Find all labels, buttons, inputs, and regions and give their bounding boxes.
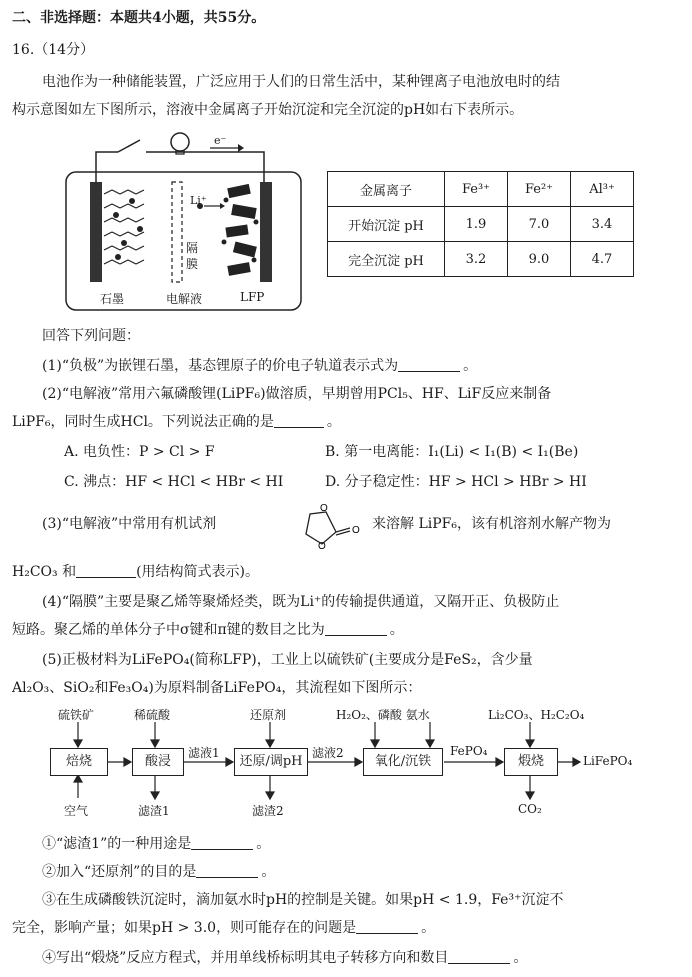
intro-line-2: 构示意图如左下图所示，溶液中金属离子开始沉淀和完全沉淀的pH如右下表所示。 bbox=[12, 102, 524, 118]
table-header-cell: Fe²⁺ bbox=[508, 172, 571, 207]
flow-product: LiFePO₄ bbox=[583, 754, 633, 768]
table-header-cell: Fe³⁺ bbox=[445, 172, 508, 207]
battery-diagram bbox=[60, 128, 310, 313]
flow-arrow-label: 滤液2 bbox=[312, 746, 344, 760]
lfp-crystal-icon bbox=[222, 184, 259, 276]
question-5-sub-1: ①“滤渣1”的一种用途是 。 bbox=[42, 836, 271, 852]
question-4-line-1: (4)“隔膜”主要是聚乙烯等聚烯烃类，既为Li⁺的传输提供通道，又隔开正、负极防止 bbox=[42, 594, 560, 610]
prompt: 回答下列问题： bbox=[42, 328, 140, 344]
electrolyte-label: 电解液 bbox=[166, 292, 203, 306]
question-4-line-2: 短路。聚乙烯的单体分子中σ键和π键的数目之比为 。 bbox=[12, 622, 404, 638]
question-5-sub-3-line-2: 完全，影响产量；如果pH > 3.0，则可能存在的问题是 。 bbox=[12, 920, 436, 936]
flow-top-label: 稀硫酸 bbox=[134, 708, 171, 722]
ethylene-carbonate-structure-icon bbox=[298, 500, 370, 550]
flow-top-label: 还原剂 bbox=[250, 708, 287, 722]
intro-line-1: 电池作为一种储能装置，广泛应用于人们的日常生活中，某种锂离子电池放电时的结 bbox=[42, 74, 560, 90]
separator-label: 隔膜 bbox=[186, 241, 199, 271]
flow-bottom-label: 滤渣2 bbox=[252, 804, 284, 818]
svg-text:O: O bbox=[320, 503, 328, 514]
section-header: 二、非选择题：本题共4小题，共55分。 bbox=[12, 10, 266, 26]
flow-top-label: H₂O₂、磷酸 氨水 bbox=[336, 708, 430, 722]
answer-blank[interactable] bbox=[448, 949, 510, 964]
table-cell: 9.0 bbox=[508, 242, 571, 277]
table-header-cell: Al³⁺ bbox=[571, 172, 634, 207]
table-cell: 1.9 bbox=[445, 207, 508, 242]
question-5-sub-2: ②加入“还原剂”的目的是 。 bbox=[42, 864, 276, 880]
flow-step-roast: 焙烧 bbox=[50, 748, 108, 776]
light-bulb-icon bbox=[171, 133, 189, 154]
table-row bbox=[328, 172, 634, 207]
option-d: D. 分子稳定性：HF > HCl > HBr > HI bbox=[325, 474, 587, 490]
option-b: B. 第一电离能：I₁(Li) < I₁(B) < I₁(Be) bbox=[325, 444, 579, 460]
question-5-line-2: Al₂O₃、SiO₂和Fe₃O₄)为原料制备LiFePO₄，其流程如下图所示： bbox=[12, 680, 422, 696]
flow-top-label: Li₂CO₃、H₂C₂O₄ bbox=[488, 708, 585, 722]
option-a: A. 电负性：P > Cl > F bbox=[64, 444, 215, 460]
flow-bottom-label: 滤渣1 bbox=[138, 804, 170, 818]
answer-blank[interactable] bbox=[356, 919, 418, 934]
answer-blank[interactable] bbox=[76, 563, 136, 578]
flow-arrow-label: 滤液1 bbox=[188, 746, 220, 760]
table-cell: 3.4 bbox=[571, 207, 634, 242]
flow-bottom-label: 空气 bbox=[64, 804, 89, 818]
table-row bbox=[328, 242, 634, 277]
flow-arrow-label: FePO₄ bbox=[450, 744, 488, 758]
question-number: 16.（14分） bbox=[12, 42, 95, 58]
flow-step-reduce: 还原/调pH bbox=[234, 748, 308, 776]
anode-electrode bbox=[90, 182, 102, 282]
answer-blank[interactable] bbox=[398, 357, 460, 372]
flow-step-calcine: 煅烧 bbox=[504, 748, 558, 776]
table-header-cell: 金属离子 bbox=[328, 172, 445, 207]
cathode-label: LFP bbox=[240, 290, 265, 304]
table-cell: 完全沉淀 pH bbox=[328, 242, 445, 277]
answer-blank[interactable] bbox=[325, 621, 387, 636]
svg-text:O: O bbox=[352, 525, 360, 536]
question-1: (1)“负极”为嵌锂石墨，基态锂原子的价电子轨道表示式为 。 bbox=[42, 358, 478, 374]
question-2-line-1: (2)“电解液”常用六氟磷酸锂(LiPF₆)做溶质，早期曾用PCl₅、HF、LiF反应来制备 bbox=[42, 386, 552, 402]
table-cell: 开始沉淀 pH bbox=[328, 207, 445, 242]
question-2-line-2: LiPF₆，同时生成HCl。下列说法正确的是 。 bbox=[12, 414, 341, 430]
ph-table bbox=[327, 171, 634, 277]
electron-label: e⁻ bbox=[214, 134, 227, 147]
table-row bbox=[328, 207, 634, 242]
question-3-part-1: (3)“电解液”中常用有机试剂 bbox=[42, 516, 217, 532]
flow-step-oxidize: 氧化/沉铁 bbox=[363, 748, 443, 776]
separator bbox=[172, 182, 182, 282]
question-5-line-1: (5)正极材料为LiFePO₄(简称LFP)，工业上以硫铁矿(主要成分是FeS₂，含少量 bbox=[42, 652, 533, 668]
svg-text:O: O bbox=[318, 541, 326, 550]
question-3-line-2: H₂CO₃ 和 (用结构简式表示)。 bbox=[12, 564, 260, 580]
table-cell: 4.7 bbox=[571, 242, 634, 277]
cathode-electrode bbox=[260, 182, 272, 282]
answer-blank[interactable] bbox=[274, 413, 324, 428]
question-5-sub-3-line-1: ③在生成磷酸铁沉淀时，滴加氨水时pH的控制是关键。如果pH < 1.9，Fe³⁺沉淀不 bbox=[42, 892, 564, 908]
table-cell: 3.2 bbox=[445, 242, 508, 277]
ion-label: Li⁺ bbox=[190, 194, 207, 207]
question-5-sub-4: ④写出“煅烧”反应方程式，并用单线桥标明其电子转移方向和数目 。 bbox=[42, 950, 528, 966]
answer-blank[interactable] bbox=[196, 863, 258, 878]
flow-top-label: 硫铁矿 bbox=[58, 708, 95, 722]
question-3-part-2: 来溶解 LiPF₆，该有机溶剂水解产物为 bbox=[372, 516, 611, 532]
answer-blank[interactable] bbox=[191, 835, 253, 850]
anode-label: 石墨 bbox=[100, 292, 125, 306]
flow-step-acid-leach: 酸浸 bbox=[132, 748, 184, 776]
flow-bottom-label: CO₂ bbox=[518, 802, 542, 816]
table-cell: 7.0 bbox=[508, 207, 571, 242]
option-c: C. 沸点：HF < HCl < HBr < HI bbox=[64, 474, 284, 490]
